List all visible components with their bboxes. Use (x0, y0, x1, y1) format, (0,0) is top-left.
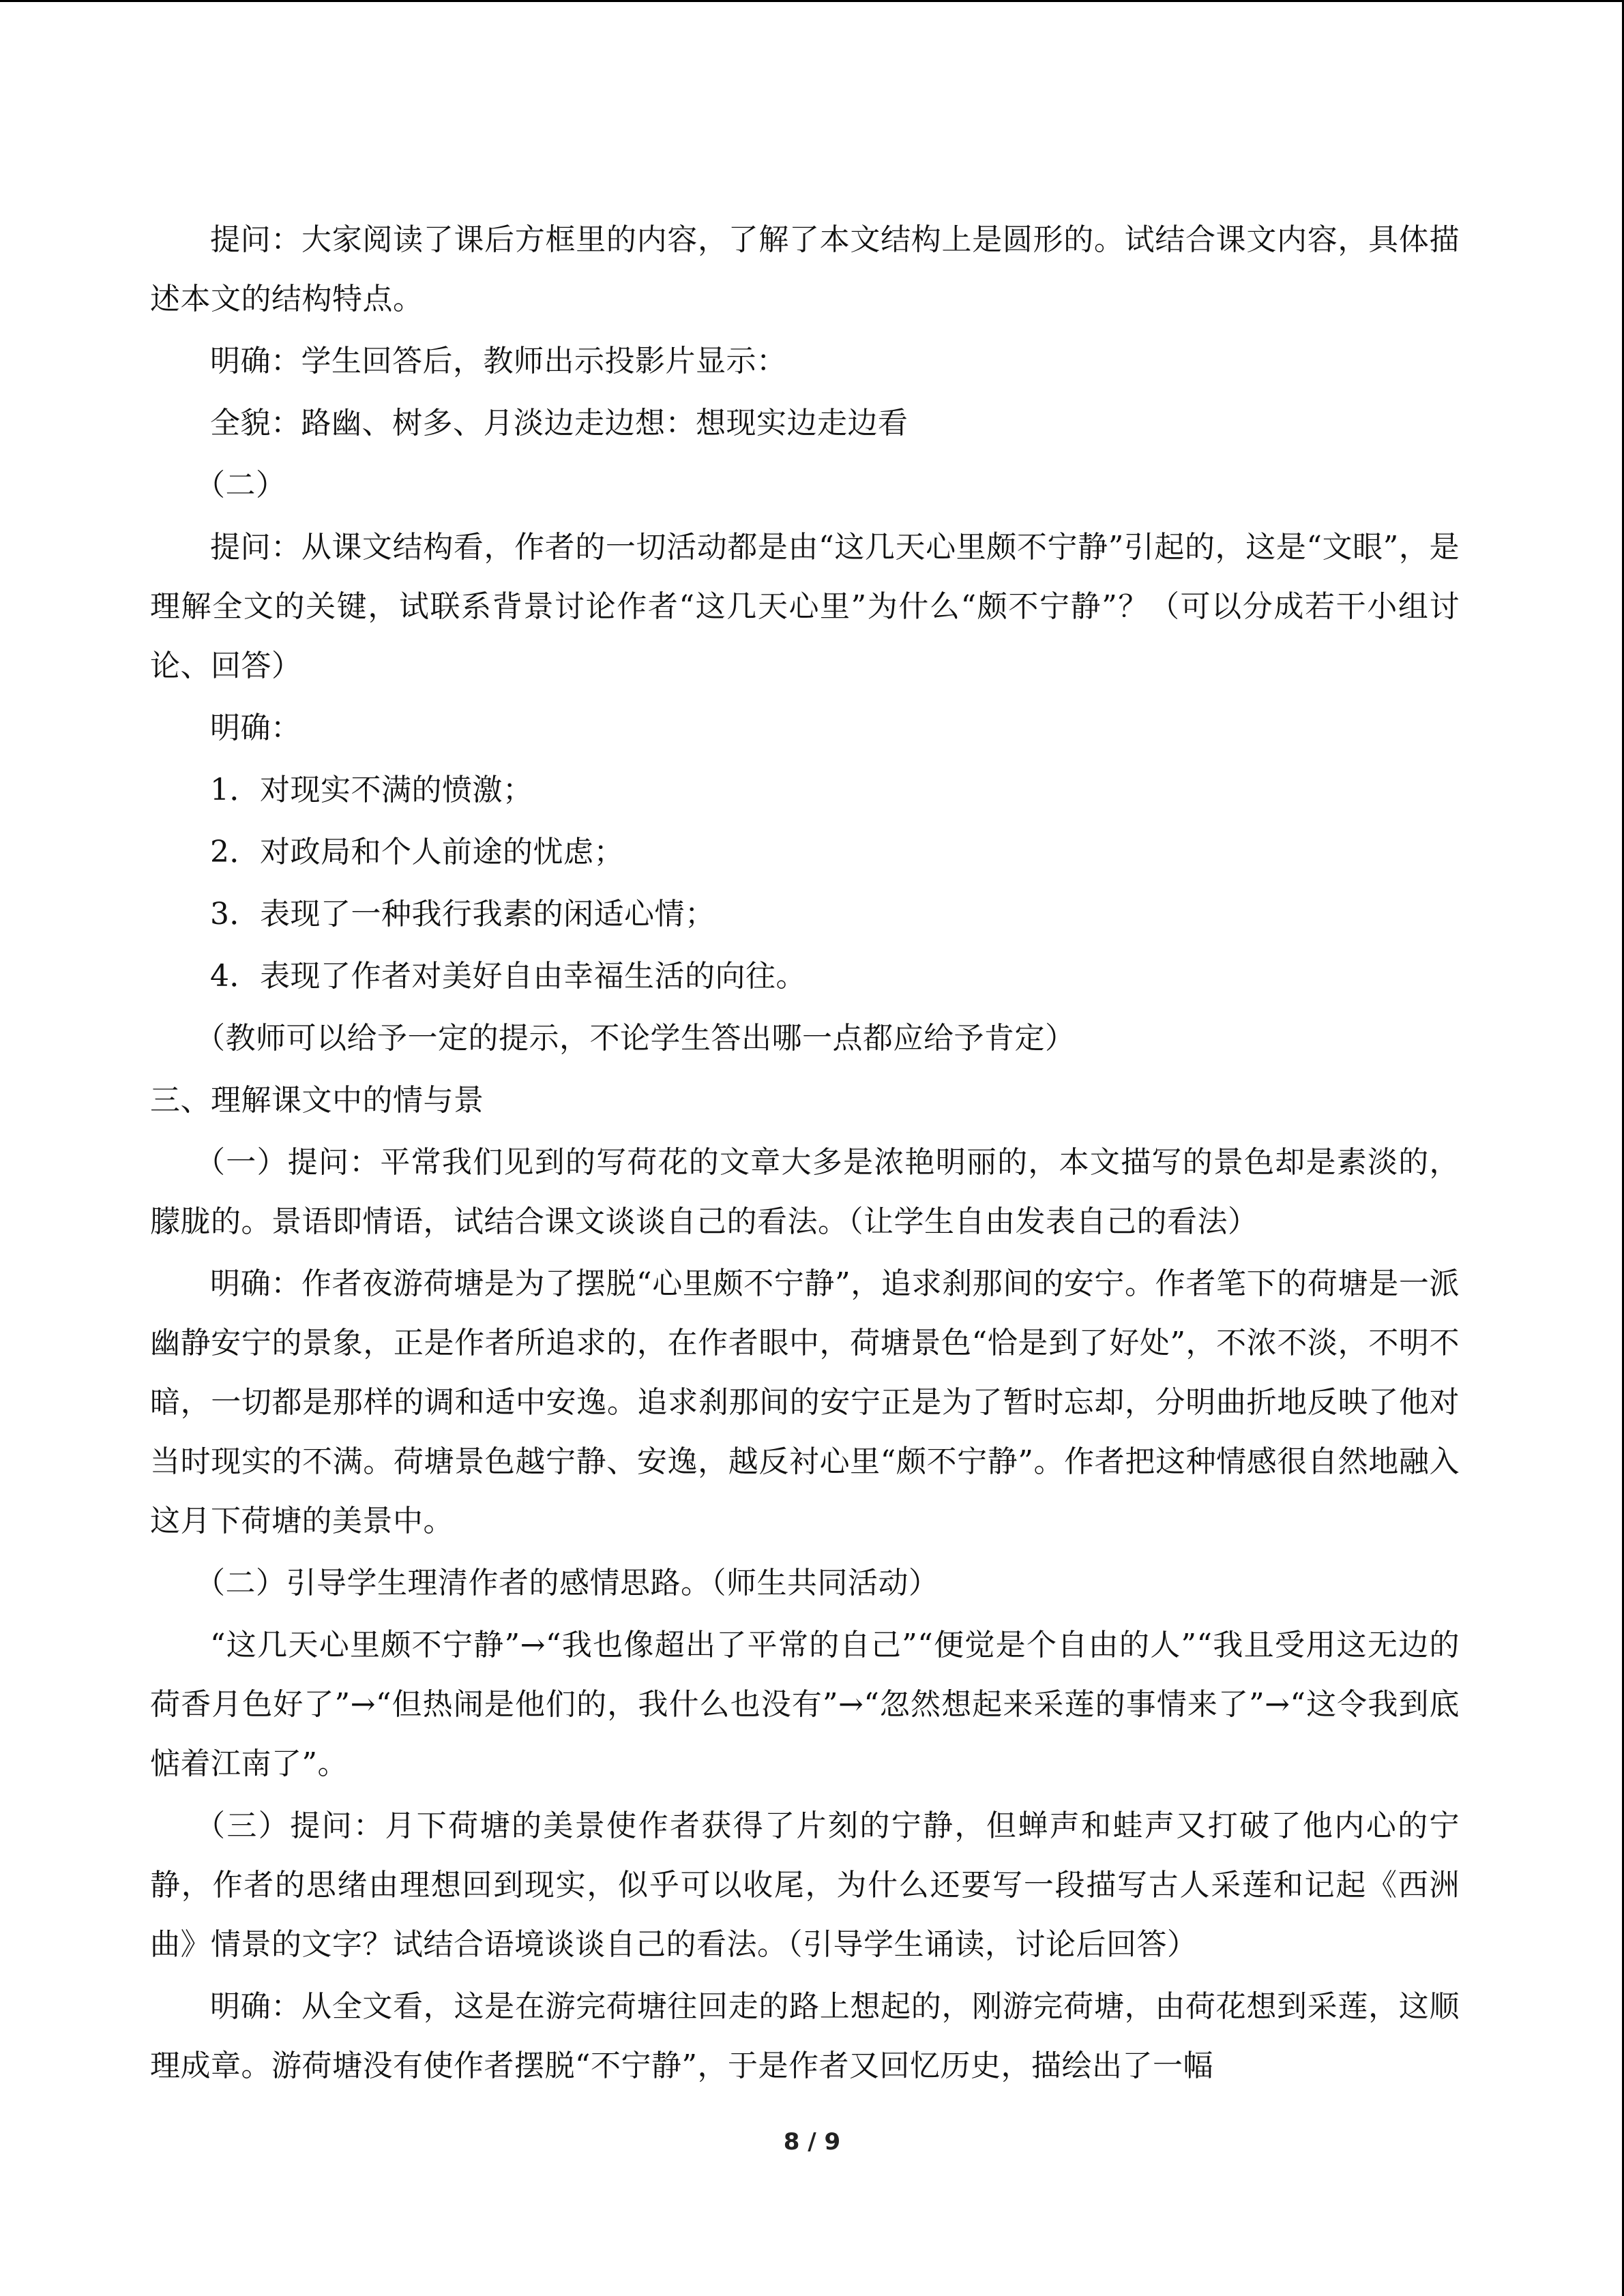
paragraph: 明确： (210, 711, 301, 745)
paragraph: 明确：作者夜游荷塘是为了摆脱“心里颇不宁静”，追求刹那间的安宁。作者笔下的荷塘是一派幽静安宁的景象，正是作者所追求的，在作者眼中，荷塘景色“恰是到了好处”，不浓不淡，不明不暗，一切都是那样的调和适中安逸。追求刹那间的安宁正是为了暂时忘却，分明曲折地反映了他对当时现实的不满。荷塘景色越宁静、安逸，越反衬心里“颇不宁静”。作者把这种情感很自然地融入这月下荷塘的美景中。 (150, 1266, 1460, 1538)
paragraph: 提问：从课文结构看，作者的一切活动都是由“这几天心里颇不宁静”引起的，这是“文眼”，是理解全文的关键，试联系背景讨论作者“这几天心里”为什么“颇不宁静”？（可以分成若干小组讨论、回答） (150, 530, 1460, 683)
paragraph: 明确：学生回答后，教师出示投影片显示： (210, 344, 787, 378)
paragraph: 4．表现了作者对美好自由幸福生活的向往。 (210, 959, 806, 994)
paragraph: 提问：大家阅读了课后方框里的内容，了解了本文结构上是圆形的。试结合课文内容，具体描述本文的结构特点。 (150, 222, 1460, 316)
paragraph: （三）提问：月下荷塘的美景使作者获得了片刻的宁静，但蝉声和蛙声又打破了他内心的宁静，作者的思绪由理想回到现实，似乎可以收尾，为什么还要写一段描写古人采莲和记起《西洲曲》情景的文字？试结合语境谈谈自己的看法。（引导学生诵读，讨论后回答） (150, 1808, 1460, 1962)
paragraph: （二） (195, 468, 286, 503)
paragraph: 2．对政局和个人前途的忧虑； (210, 835, 624, 869)
paragraph: （二）引导学生理清作者的感情思路。（师生共同活动） (195, 1566, 939, 1600)
paragraph: 1．对现实不满的愤激； (210, 773, 533, 807)
paragraph: 3．表现了一种我行我素的闲适心情； (210, 897, 715, 931)
page-number: 8 / 9 (783, 2128, 841, 2156)
paragraph: “这几天心里颇不宁静”→“我也像超出了平常的自己”“便觉是个自由的人”“我且受用这无边的荷香月色好了”→“但热闹是他们的，我什么也没有”→“忽然想起来采莲的事情来了”→“这令我到底惦着江南了”。 (150, 1628, 1460, 1781)
paragraph: （一）提问：平常我们见到的写荷花的文章大多是浓艳明丽的，本文描写的景色却是素淡的，朦胧的。景语即情语，试结合课文谈谈自己的看法。（让学生自由发表自己的看法） (150, 1145, 1460, 1239)
document-body (150, 210, 1460, 2098)
paragraph: 明确：从全文看，这是在游完荷塘往回走的路上想起的，刚游完荷塘，由荷花想到采莲，这顺理成章。游荷塘没有使作者摆脱“不宁静”，于是作者又回忆历史，描绘出了一幅 (150, 1989, 1460, 2083)
paragraph: （教师可以给予一定的提示，不论学生答出哪一点都应给予肯定） (195, 1021, 1076, 1056)
paragraph: 全貌：路幽、树多、月淡边走边想：想现实边走边看 (210, 406, 909, 441)
paragraph: 三、理解课文中的情与景 (150, 1083, 484, 1118)
